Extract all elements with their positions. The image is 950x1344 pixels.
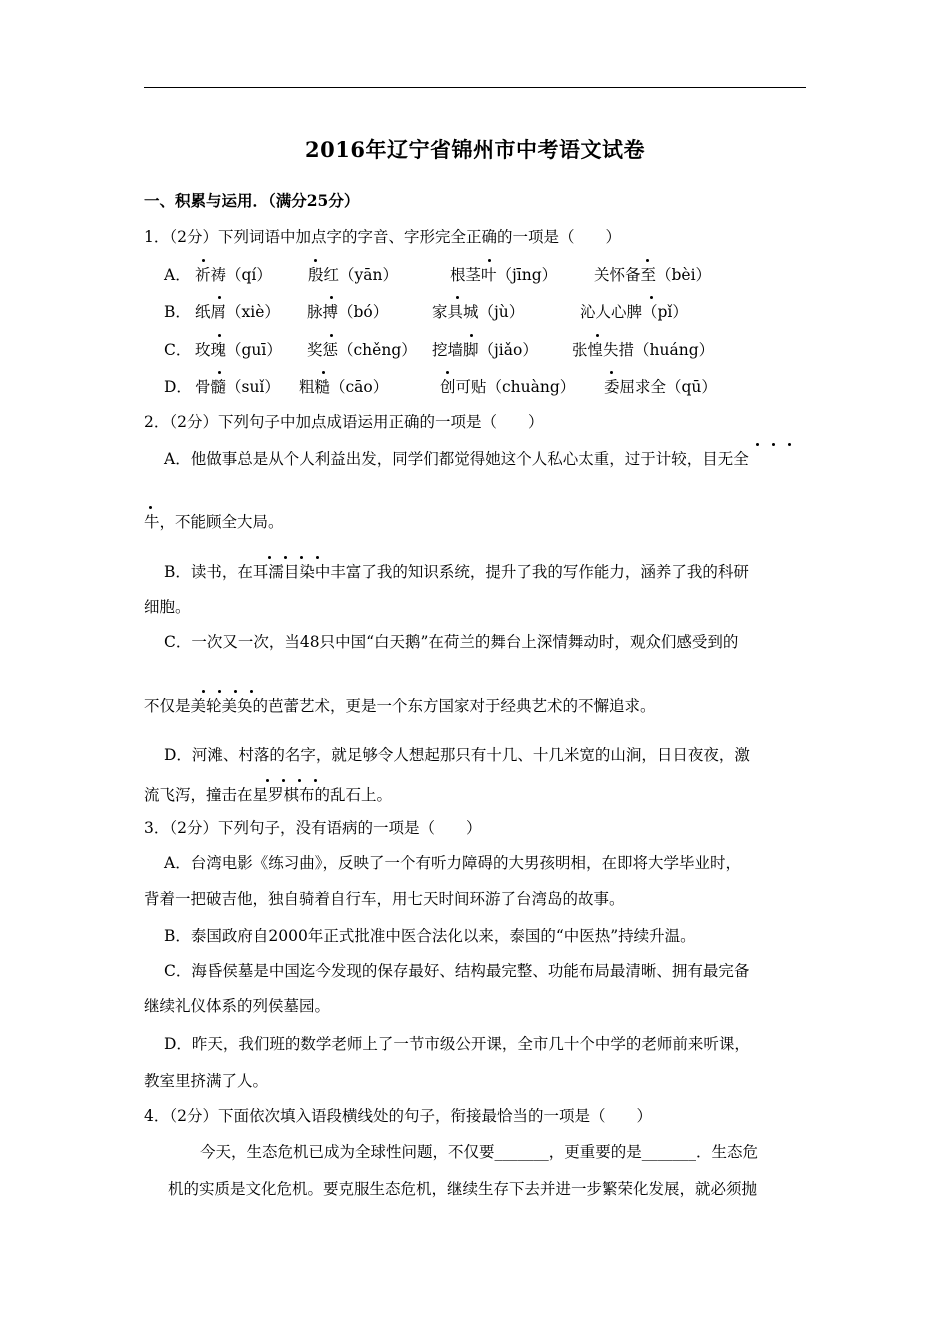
q1-option-d-item: 骨髓（suǐ）: [195, 378, 280, 396]
emphasis-dot: [218, 371, 221, 374]
emphasis-dot: [650, 296, 653, 299]
q1-option-c-label: C．: [164, 341, 192, 359]
emphasis-dot: [314, 259, 317, 262]
emphasis-dot: [218, 296, 221, 299]
emphasis-dot: [149, 506, 152, 509]
q3-option-c-line: C．海昏侯墓是中国迄今发现的保存最好、结构最完整、功能布局最清晰、拥有最完备: [164, 962, 750, 980]
q1-option-b-label: B．: [164, 303, 191, 321]
emphasis-dot: [234, 690, 237, 693]
q3-option-d-line: D．昨天，我们班的数学老师上了一节市级公开课，全市几十个中学的老师前来听课，: [164, 1035, 750, 1053]
q1-option-c-item: 玫瑰（guī）: [195, 341, 282, 359]
q1-option-a-item: 根茎叶（jīng）: [450, 266, 558, 284]
emphasis-dot: [446, 371, 449, 374]
question-1-stem: 1．（2分）下列词语中加点字的字音、字形完全正确的一项是（ ）: [144, 228, 621, 246]
q2-option-b-line: 细胞。: [144, 598, 191, 616]
emphasis-dot: [330, 334, 333, 337]
emphasis-dot: [266, 779, 269, 782]
section-heading: 一、积累与运用．（满分25分）: [144, 191, 360, 210]
q1-option-b-item: 家具城（jù）: [432, 303, 525, 321]
q2-option-c-line: C．一次又一次，当48只中国“白天鹅”在荷兰的舞台上深情舞动时，观众们感受到的: [164, 633, 739, 651]
q1-option-d-item: 粗糙（cāo）: [299, 378, 389, 396]
emphasis-dot: [470, 334, 473, 337]
q1-option-c-item: 挖墙脚（jiǎo）: [432, 341, 538, 359]
q2-option-a-line: A．他做事总是从个人利益出发，同学们都觉得她这个人私心太重，过于计较，目无全: [164, 450, 749, 468]
q3-option-a-line: A．台湾电影《练习曲》，反映了一个有听力障碍的大男孩明相，在即将大学毕业时，: [164, 854, 741, 872]
header-rule: [144, 87, 806, 88]
emphasis-dot: [756, 443, 759, 446]
emphasis-dot: [322, 371, 325, 374]
q2-option-d-line: 流飞泻，撞击在星罗棋布的乱石上。: [144, 786, 393, 804]
q2-option-a-line: 牛，不能顾全大局。: [144, 513, 284, 531]
emphasis-dot: [456, 296, 459, 299]
emphasis-dot: [282, 779, 285, 782]
q2-option-d-line: D．河滩、村落的名字，就足够令人想起那只有十几、十几米宽的山涧，日日夜夜，激: [164, 746, 750, 764]
emphasis-dot: [330, 296, 333, 299]
q1-option-b-item: 沁人心脾（pǐ）: [580, 303, 688, 321]
q1-option-a-item: 关怀备至（bèi）: [594, 266, 712, 284]
q1-option-b-item: 脉搏（bó）: [307, 303, 389, 321]
emphasis-dot: [610, 371, 613, 374]
emphasis-dot: [316, 556, 319, 559]
q3-option-a-line: 背着一把破吉他，独自骑着自行车，用七天时间环游了台湾岛的故事。: [144, 890, 625, 908]
q3-option-b-line: B．泰国政府自2000年正式批准中医合法化以来，泰国的“中医热”持续升温。: [164, 927, 696, 945]
q3-option-d-line: 教室里挤满了人。: [144, 1072, 269, 1090]
emphasis-dot: [218, 334, 221, 337]
emphasis-dot: [646, 259, 649, 262]
emphasis-dot: [202, 690, 205, 693]
q1-option-a-item: 殷红（yān）: [308, 266, 398, 284]
emphasis-dot: [300, 556, 303, 559]
emphasis-dot: [284, 556, 287, 559]
emphasis-dot: [772, 443, 775, 446]
emphasis-dot: [218, 690, 221, 693]
emphasis-dot: [314, 779, 317, 782]
emphasis-dot: [488, 259, 491, 262]
question-4-stem: 4．（2分）下面依次填入语段横线处的句子，衔接最恰当的一项是（ ）: [144, 1107, 652, 1125]
emphasis-dot: [250, 690, 253, 693]
emphasis-dot: [596, 334, 599, 337]
q1-option-a-label: A．: [164, 266, 191, 284]
emphasis-dot: [268, 556, 271, 559]
q1-option-a-item: 祈祷（qí）: [195, 266, 272, 284]
q4-passage-line: 今天，生态危机已成为全球性问题，不仅要_______，更重要的是_______．生态危: [200, 1143, 759, 1161]
q2-option-c-line: 不仅是美轮美奂的芭蕾艺术，更是一个东方国家对于经典艺术的不懈追求。: [144, 697, 656, 715]
q1-option-b-item: 纸屑（xiè）: [195, 303, 280, 321]
page-title: 2016年辽宁省锦州市中考语文试卷: [305, 137, 645, 162]
q1-option-d-label: D．: [164, 378, 192, 396]
question-2-stem: 2．（2分）下列句子中加点成语运用正确的一项是（ ）: [144, 413, 544, 431]
emphasis-dot: [298, 779, 301, 782]
emphasis-dot: [202, 259, 205, 262]
q1-option-d-item: 委屈求全（qū）: [604, 378, 717, 396]
q3-option-c-line: 继续礼仪体系的列侯墓园。: [144, 997, 331, 1015]
q2-option-b-line: B．读书，在耳濡目染中丰富了我的知识系统，提升了我的写作能力，涵养了我的科研: [164, 563, 749, 581]
q1-option-c-item: 奖惩（chěng）: [307, 341, 417, 359]
emphasis-dot: [788, 443, 791, 446]
q1-option-c-item: 张惶失措（huáng）: [572, 341, 715, 359]
q1-option-d-item: 创可贴（chuàng）: [440, 378, 576, 396]
question-3-stem: 3．（2分）下列句子，没有语病的一项是（ ）: [144, 819, 482, 837]
q4-passage-line: 机的实质是文化危机。要克服生态危机，继续生存下去并进一步繁荣化发展，就必须抛: [168, 1180, 758, 1198]
